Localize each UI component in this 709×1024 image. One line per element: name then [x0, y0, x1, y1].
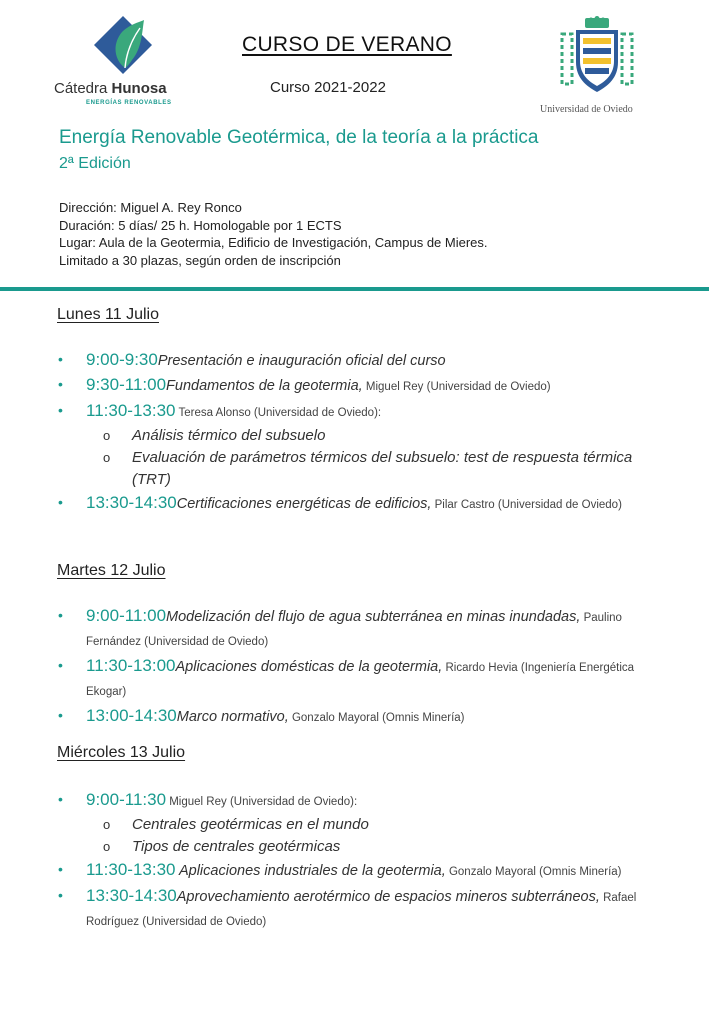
- sub-item-text: Evaluación de parámetros térmicos del subsuelo: test de respuesta térmica (TRT): [132, 449, 633, 488]
- item-time: 9:00-9:30: [86, 350, 158, 369]
- hunosa-leaf-icon: [92, 14, 154, 76]
- circle-bullet-icon: o: [103, 817, 111, 832]
- item-time: 13:30-14:30: [86, 493, 177, 512]
- list-item: [58, 373, 658, 399]
- bullet-icon: •: [58, 861, 63, 877]
- item-time: 13:30-14:30: [86, 886, 177, 905]
- item-time: 11:30-13:30: [86, 401, 176, 420]
- item-speaker: Rafael Rodríguez (Universidad de Oviedo): [86, 892, 637, 928]
- list-item: [58, 788, 658, 814]
- item-speaker: Ricardo Hevia (Ingeniería Energética Ekogar): [86, 662, 635, 698]
- info-duration: Duración: 5 días/ 25 h. Homologable por 1 ECTS: [59, 217, 342, 233]
- item-time: 9:30-11:00: [86, 375, 167, 394]
- page-title: CURSO DE VERANO: [242, 33, 452, 56]
- circle-bullet-icon: o: [103, 428, 111, 443]
- course-info: [59, 199, 488, 269]
- item-time: 9:00-11:30: [86, 790, 167, 809]
- university-crest-icon: [558, 16, 636, 96]
- info-capacity: Limitado a 30 plazas, según orden de inscripción: [59, 252, 341, 268]
- item-topic: Marco normativo,: [176, 709, 289, 725]
- item-topic: Modelización del flujo de agua subterránea en minas inundadas,: [166, 609, 581, 625]
- sub-item-text: Tipos de centrales geotérmicas: [132, 838, 341, 855]
- item-speaker: Paulino Fernández (Universidad de Oviedo): [86, 612, 622, 648]
- list-item: [58, 654, 658, 704]
- item-speaker: Miguel Rey (Universidad de Oviedo): [362, 381, 551, 393]
- course-edition: 2ª Edición: [59, 155, 131, 172]
- bullet-icon: •: [58, 887, 63, 903]
- item-speaker: Miguel Rey (Universidad de Oviedo):: [166, 796, 358, 808]
- info-direction: Dirección: Miguel A. Rey Ronco: [59, 200, 242, 215]
- list-item: [58, 704, 658, 730]
- item-time: 13:00-14:30: [86, 706, 177, 725]
- sub-item-text: Análisis térmico del subsuelo: [132, 427, 326, 444]
- bullet-icon: •: [58, 402, 63, 418]
- item-time: 11:30-13:00: [86, 656, 176, 675]
- item-speaker: Gonzalo Mayoral (Omnis Minería): [445, 866, 622, 878]
- logo-subtitle: ENERGÍAS RENOVABLES: [86, 100, 172, 106]
- course-title: Energía Renovable Geotérmica, de la teoría a la práctica: [59, 127, 539, 148]
- bullet-icon: •: [58, 351, 63, 367]
- list-item: [58, 604, 658, 654]
- sub-list-item: [58, 447, 658, 491]
- item-time: 9:00-11:00: [86, 606, 167, 625]
- day-schedule-miercoles: [58, 788, 658, 934]
- list-item: [58, 399, 658, 425]
- info-location: Lugar: Aula de la Geotermia, Edificio de Investigación, Campus de Mieres.: [59, 235, 488, 250]
- circle-bullet-icon: o: [103, 839, 111, 854]
- item-topic: Aprovechamiento aerotérmico de espacios mineros subterráneos,: [176, 889, 600, 905]
- day-heading-miercoles: Miércoles 13 Julio: [57, 744, 186, 761]
- bullet-icon: •: [58, 494, 63, 510]
- item-topic: Presentación e inauguración oficial del curso: [157, 353, 446, 369]
- section-divider: [0, 287, 709, 291]
- day-schedule-martes: [58, 604, 658, 730]
- catedra-hunosa-logo: [52, 14, 192, 106]
- sub-list-item: [58, 814, 658, 836]
- item-speaker: Gonzalo Mayoral (Omnis Minería): [288, 712, 465, 724]
- day-heading-lunes: Lunes 11 Julio: [57, 306, 159, 323]
- logo-brand-text: Cátedra Hunosa: [54, 80, 167, 97]
- sub-list-item: [58, 425, 658, 447]
- bullet-icon: •: [58, 607, 63, 623]
- bullet-icon: •: [58, 376, 63, 392]
- item-topic: Aplicaciones domésticas de la geotermia,: [175, 659, 443, 675]
- item-topic: Fundamentos de la geotermia,: [166, 378, 363, 394]
- list-item: [58, 858, 658, 884]
- bullet-icon: •: [58, 657, 63, 673]
- bullet-icon: •: [58, 791, 63, 807]
- sub-list-item: [58, 836, 658, 858]
- day-heading-martes: Martes 12 Julio: [57, 562, 166, 579]
- list-item: [58, 884, 658, 934]
- list-item: [58, 348, 658, 373]
- university-caption: Universidad de Oviedo: [540, 104, 633, 115]
- day-schedule-lunes: [58, 348, 658, 517]
- bullet-icon: •: [58, 707, 63, 723]
- course-year: Curso 2021-2022: [270, 79, 386, 96]
- item-topic: Aplicaciones industriales de la geotermia,: [175, 863, 446, 879]
- circle-bullet-icon: o: [103, 450, 111, 465]
- list-item: [58, 491, 658, 517]
- item-speaker: Pilar Castro (Universidad de Oviedo): [431, 499, 622, 511]
- item-time: 11:30-13:30: [86, 860, 176, 879]
- universidad-oviedo-logo: [538, 14, 653, 115]
- item-speaker: Teresa Alonso (Universidad de Oviedo):: [175, 407, 382, 419]
- item-topic: Certificaciones energéticas de edificios,: [176, 496, 432, 512]
- sub-item-text: Centrales geotérmicas en el mundo: [132, 816, 369, 833]
